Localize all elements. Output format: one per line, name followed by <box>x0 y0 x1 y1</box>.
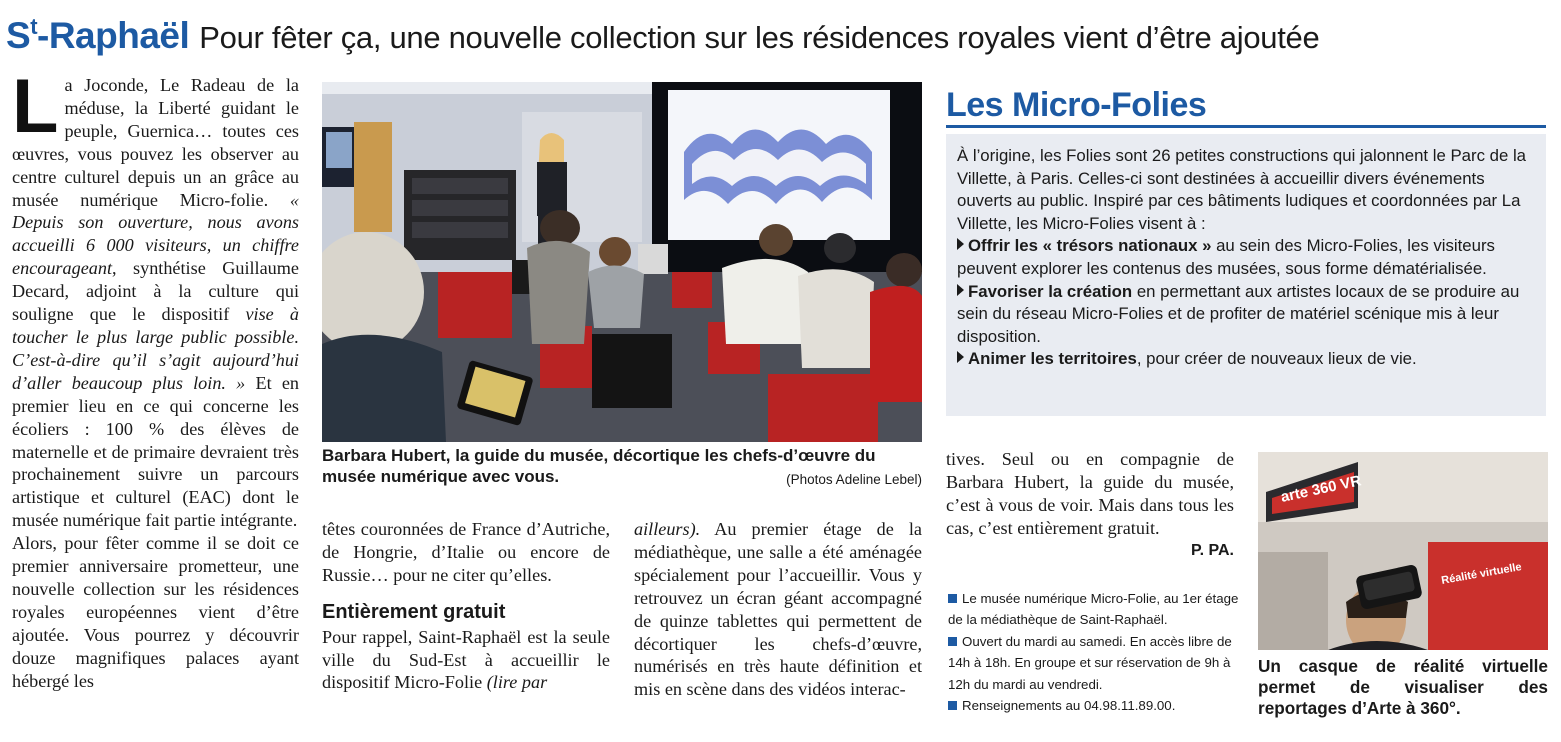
article-paragraph: Alors, pour fêter comme il se doit ce premier anniversaire prometteur, une nouvelle collection sur les résidences royales européennes vient d’être ajoutée. Vous pourrez y découvrir douze magnifiques palaces ayant hébergé les <box>12 533 299 691</box>
sidebar-item: Offrir les « trésors nationaux » au sein des Micro-Folies, les visiteurs peuvent explorer les contenus des musées, sous forme dématérialisée. <box>957 236 1495 278</box>
sidebar-intro: À l’origine, les Folies sont 26 petites constructions qui jalonnent le Parc de la Villette, à Paris. Celles-ci sont destinées à accueillir divers événements ouverts au public. Inspiré par ces bâtiments ludiques et coordonnées par La Villette, les Micro-Folies visent à : <box>957 146 1527 233</box>
article-paragraph: ailleurs). Au premier étage de la médiathèque, une salle a été aménagée spécialement pour l’accueillir. Vous y retrouvez un écran géant accompagné de quinze tablettes qui permettent de décortiquer les chefs-d’œuvre, numérisés en très haute définition et mis en scène dans des vidéos interac- <box>634 519 922 700</box>
info-item: Ouvert du mardi au samedi. En accès libre de 14h à 18h. En groupe et sur réservation de 9h à 12h du mardi au vendredi. <box>948 633 1232 692</box>
article-paragraph: Pour rappel, Saint-Raphaël est la seule ville du Sud-Est à accueillir le dispositif Micro-Folie (lire par <box>322 626 610 693</box>
sidebar-item: Favoriser la création en permettant aux artistes locaux de se produire au sein du réseau Micro-Folies et de profiter de matériel scénique mis à leur disposition. <box>957 281 1520 346</box>
bullet-triangle-icon <box>957 284 964 296</box>
bullet-triangle-icon <box>957 351 964 363</box>
dropcap: L <box>12 64 59 149</box>
article-column-4 <box>946 448 1234 563</box>
subheading: Entièrement gratuit <box>322 600 506 623</box>
article-column-3 <box>634 518 922 701</box>
square-bullet-icon <box>948 637 957 646</box>
main-photo-caption: Barbara Hubert, la guide du musée, décortique les chefs-d’œuvre du musée numérique avec vous. (Photos Adeline Lebel) <box>322 445 922 490</box>
article-paragraph: La Joconde, Le Radeau de la méduse, la Liberté guidant le peuple, Guernica… toutes ces œuvres, vous pouvez les observer au centre culturel depuis un an grâce au musée numérique Micro-folie. « Depuis son ouverture, nous avons accueilli 6 000 visiteurs, un chiffre encourageant, synthétise Guillaume Decard, adjoint à la culture qui souligne que le dispositif vise à toucher le plus large public possible. C’est-à-dire qu’il s’agit aujourd’hui d’aller beaucoup plus loin. » Et en premier lieu en ce qui concerne les écoliers : 100 % des élèves de maternelle et de primaire devraient très prochainement suivre un parcours artistique et culturel (EAC) dont le musée numérique fait partie intégrante. <box>12 64 299 531</box>
bullet-triangle-icon <box>957 238 964 250</box>
sidebar-item: Animer les territoires, pour créer de nouveaux lieux de vie. <box>957 348 1532 371</box>
museum-photo-illustration <box>322 82 922 442</box>
main-photo <box>322 82 922 442</box>
article-paragraph: tives. Seul ou en compagnie de Barbara Hubert, la guide du musée, c’est à vous de voir. Mais dans tous les cas, c’est entièrement gratuit. <box>946 449 1234 538</box>
article-paragraph: têtes couronnées de France d’Autriche, de Hongrie, d’Italie ou encore de Russie… pour ne citer qu’elles. <box>322 519 610 585</box>
vr-photo <box>1258 452 1548 650</box>
sidebar-box <box>946 134 1546 416</box>
article-column-2 <box>322 518 610 694</box>
photo-credit: (Photos Adeline Lebel) <box>786 472 922 487</box>
square-bullet-icon <box>948 594 957 603</box>
info-item: Le musée numérique Micro-Folie, au 1er étage de la médiathèque de Saint-Raphaël. <box>948 591 1239 628</box>
practical-info <box>948 588 1240 716</box>
author-signature: P. PA. <box>1191 541 1234 559</box>
article-headline: Pour fêter ça, une nouvelle collection sur les résidences royales vient d’être ajoutée <box>199 20 1320 55</box>
sidebar-title: Les Micro-Folies <box>946 86 1546 128</box>
headline <box>6 14 1319 62</box>
vr-photo-caption: Un casque de réalité virtuelle permet de visualiser des reportages d’Arte à 360°. <box>1258 656 1548 718</box>
vr-photo-illustration <box>1258 452 1548 650</box>
kicker-city: $S^t$-Raphaël <box>6 14 190 56</box>
info-item: Renseignements au 04.98.11.89.00. <box>948 695 1240 716</box>
vr-sign-text: arte 360 VR <box>1279 472 1363 506</box>
article-column-1 <box>12 64 299 692</box>
square-bullet-icon <box>948 701 957 710</box>
vr-wall-text: Réalité virtuelle <box>1440 561 1523 587</box>
